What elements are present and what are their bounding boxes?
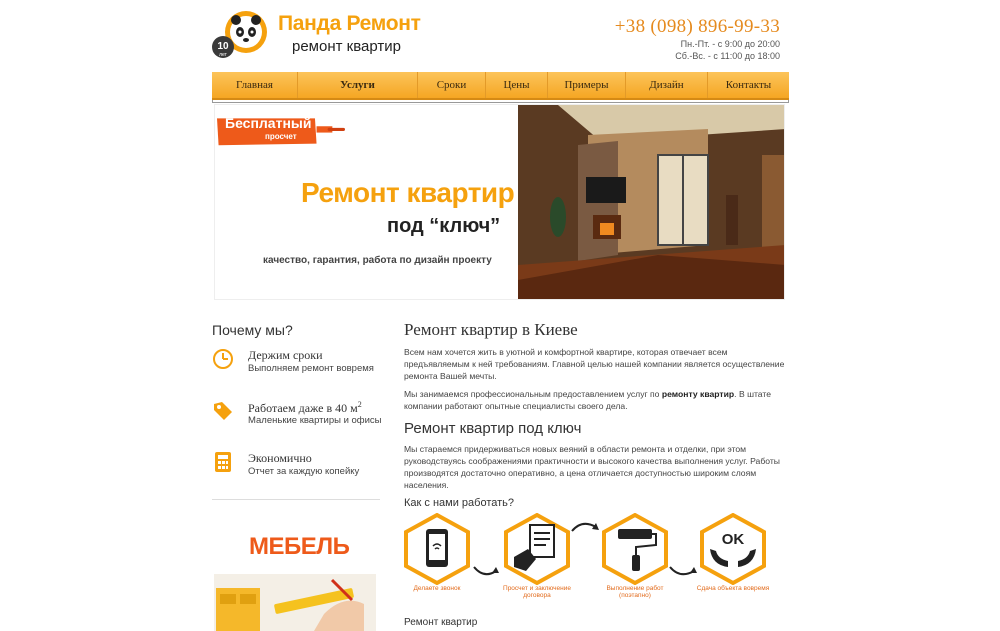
why-us-title: Почему мы? (212, 322, 293, 338)
feature-desc: Отчет за каждую копейку (248, 466, 360, 477)
banner-note: качество, гарантия, работа по дизайн проекту (263, 255, 492, 266)
feature-small-area (212, 400, 392, 430)
nav-examples[interactable]: Примеры (548, 72, 626, 98)
step-handover (698, 513, 768, 601)
step-work (600, 513, 670, 601)
brand-tagline: ремонт квартир (292, 38, 401, 55)
page-title: Ремонт квартир в Киеве (404, 320, 578, 339)
nav-home[interactable]: Главная (212, 72, 298, 98)
step-label: Выполнение работ (поэтапно) (606, 585, 664, 599)
furniture-banner-image[interactable] (214, 574, 376, 631)
arrow-icon (570, 519, 600, 533)
hours-weekday: Пн.-Пт. - с 9:00 до 20:00 (680, 39, 780, 49)
turnkey-paragraph: Мы стараемся придерживаться новых веяний в области ремонта и отделки, при этом руководствуясь соображениями практичности и высокого качества выполнения услуг. Работы производятся достаточно оперативно, а цена отличается доступностью широким слоям населения. (404, 444, 780, 490)
phone-number[interactable]: +38 (098) 896-99-33 (614, 16, 780, 37)
feature-economy (212, 451, 392, 481)
contacts (615, 16, 780, 62)
tag-icon (212, 400, 234, 422)
work-steps (402, 513, 790, 601)
feature-head: Экономично (248, 451, 312, 465)
services-paragraph: Мы занимаемся профессиональным предоставлением услуг по ремонту квартир. В штате компании работают опытные специалисты своего дела. (404, 389, 772, 411)
intro-paragraph: Всем нам хочется жить в уютной и комфортной квартире, которая отвечает всем предъявляемым к ней требованиям. Главной целью нашей компании является осуществление ремонта Вашей мечты. (404, 347, 785, 381)
hours-weekend: Сб.-Вс. - с 11:00 до 18:00 (675, 51, 780, 61)
services-link[interactable]: ремонту квартир (661, 389, 735, 399)
step-contract (502, 513, 572, 601)
feature-head: Держим сроки (248, 348, 323, 362)
calculator-icon (212, 451, 234, 473)
hero-banner[interactable] (214, 104, 785, 300)
ok-text: OK (721, 531, 745, 548)
nav-prices[interactable]: Цены (486, 72, 548, 98)
main-content (404, 320, 789, 509)
promo-line2: просчет (265, 132, 297, 141)
brand-name: Панда Ремонт (278, 12, 421, 35)
nav-divider (212, 100, 789, 103)
arrow-icon (472, 565, 500, 579)
ok-hands-icon (698, 513, 768, 585)
contract-icon (502, 513, 572, 585)
badge-number: 10 (217, 41, 229, 52)
phone-icon (402, 513, 472, 585)
feature-desc: Маленькие квартиры и офисы (248, 415, 382, 426)
step-label: Делаете звонок (413, 585, 461, 592)
paint-roller-icon (600, 513, 670, 585)
badge-sub: лет (219, 52, 227, 58)
panda-logo-icon (210, 10, 268, 60)
nav-terms[interactable]: Сроки (418, 72, 486, 98)
feature-deadlines (212, 348, 392, 378)
nav-services[interactable]: Услуги (298, 72, 418, 98)
step-call (402, 513, 472, 601)
clock-icon (212, 348, 234, 370)
main-nav (212, 72, 789, 100)
banner-title: Ремонт квартир (301, 177, 515, 208)
banner-subtitle: под “ключ” (387, 215, 501, 237)
how-we-work-title: Как с нами работать? (404, 497, 514, 509)
furniture-banner-title[interactable]: МЕБЕЛЬ (249, 533, 350, 560)
footer-section-title: Ремонт квартир (404, 617, 478, 628)
turnkey-title: Ремонт квартир под ключ (404, 420, 582, 437)
nav-design[interactable]: Дизайн (626, 72, 708, 98)
promo-line1: Бесплатный (225, 115, 312, 131)
nav-contacts[interactable]: Контакты (725, 79, 772, 91)
logo[interactable] (210, 10, 420, 60)
feature-desc: Выполняем ремонт вовремя (248, 363, 374, 374)
step-label: Просчет и заключение договора (503, 585, 571, 599)
interior-photo (518, 105, 785, 300)
sidebar-divider (212, 499, 380, 500)
step-label: Сдача объекта вовремя (696, 585, 770, 592)
arrow-icon (668, 565, 698, 579)
feature-head: Работаем даже в 40 $м^2$ (248, 400, 362, 415)
